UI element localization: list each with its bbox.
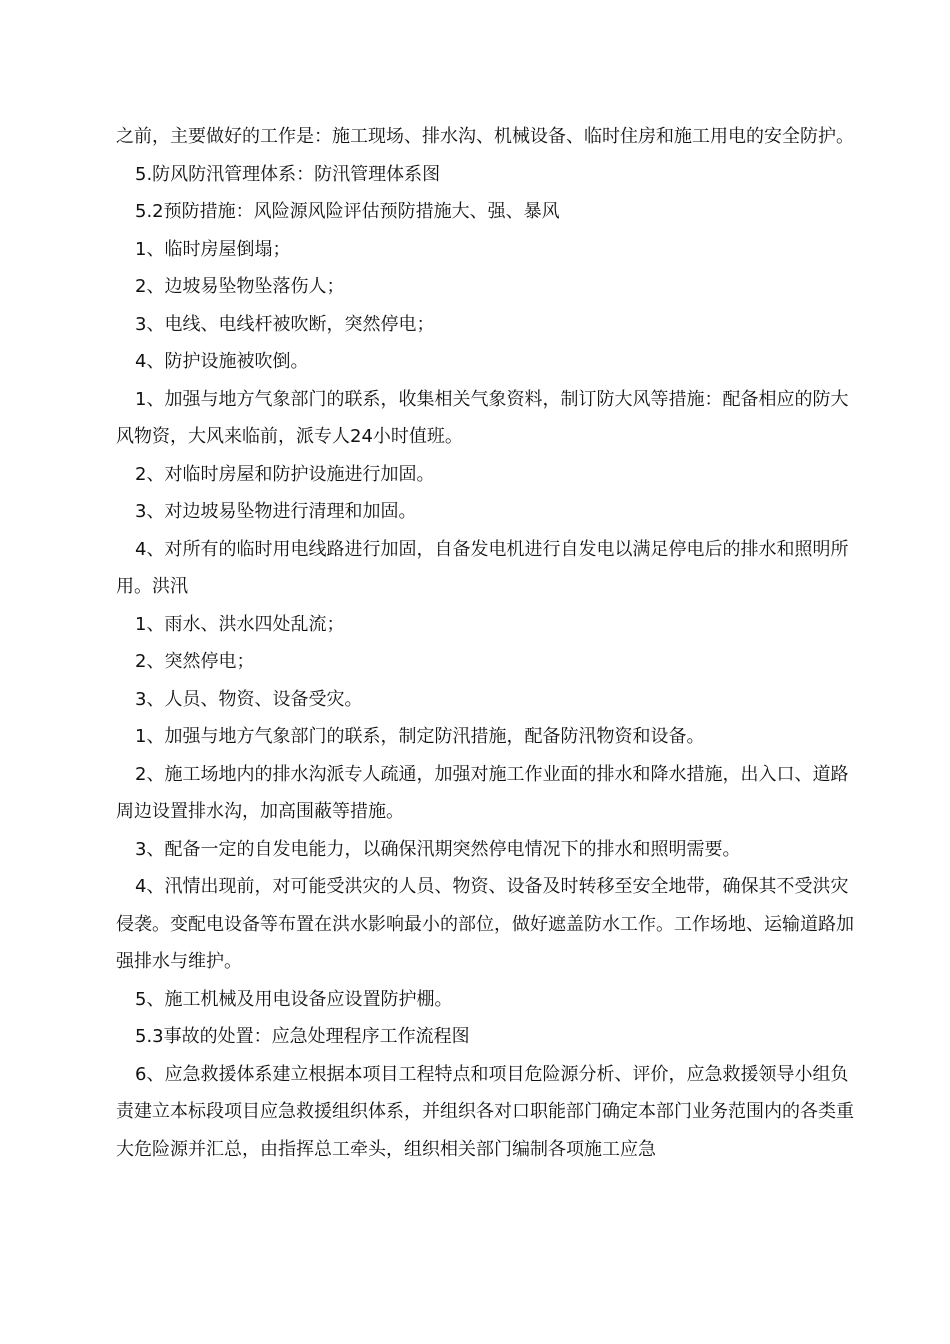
paragraph-wind-measure-4: 4、对所有的临时用电线路进行加固，自备发电机进行自发电以满足停电后的排水和照明所用。洪汛 xyxy=(116,538,849,597)
paragraph-continuation: 之前，主要做好的工作是：施工现场、排水沟、机械设备、临时住房和施工用电的安全防护。 xyxy=(116,126,854,147)
paragraph-wind-risk-1: 1、临时房屋倒塌； xyxy=(135,238,291,260)
paragraph-wind-risk-3: 3、电线、电线杆被吹断，突然停电； xyxy=(135,313,435,335)
paragraph-flood-measure-4: 4、汛情出现前，对可能受洪灾的人员、物资、设备及时转移至安全地带，确保其不受洪灾侵袭。变配电设备等布置在洪水影响最小的部位，做好遮盖防水工作。工作场地、运输道路加强排水与维护。 xyxy=(116,876,854,972)
paragraph-flood-risk-2: 2、突然停电； xyxy=(135,651,255,672)
paragraph-wind-measure-2: 2、对临时房屋和防护设施进行加固。 xyxy=(135,463,435,485)
paragraph-flood-measure-1: 1、加强与地方气象部门的联系，制定防汛措施，配备防汛物资和设备。 xyxy=(135,726,705,747)
paragraph-flood-risk-3: 3、人员、物资、设备受灾。 xyxy=(135,688,363,710)
paragraph-flood-measure-3: 3、配备一定的自发电能力，以确保汛期突然停电情况下的排水和照明需要。 xyxy=(135,838,741,860)
paragraph-emergency-system: 6、应急救援体系建立根据本项目工程特点和项目危险源分析、评价，应急救援领导小组负责建立本标段项目应急救援组织体系，并组织各对口职能部门确定本部门业务范围内的各类重大危险源并汇总，由指挥总工牵头，组织相关部门编制各项施工应急 xyxy=(116,1063,854,1160)
paragraph-section-5-3: 5.3事故的处置：应急处理程序工作流程图 xyxy=(135,1026,470,1047)
paragraph-wind-risk-4: 4、防护设施被吹倒。 xyxy=(135,351,309,372)
paragraph-wind-measure-3: 3、对边坡易坠物进行清理和加固。 xyxy=(135,501,417,522)
document-body xyxy=(116,118,856,1168)
paragraph-wind-risk-2: 2、边坡易坠物坠落伤人； xyxy=(135,276,345,297)
paragraph-flood-measure-5: 5、施工机械及用电设备应设置防护棚。 xyxy=(135,988,453,1010)
paragraph-wind-measure-1: 1、加强与地方气象部门的联系，收集相关气象资料，制订防大风等措施：配备相应的防大风物资，大风来临前，派专人24小时值班。 xyxy=(116,388,849,447)
paragraph-section-5: 5.防风防汛管理体系：防汛管理体系图 xyxy=(135,163,441,185)
paragraph-flood-risk-1: 1、雨水、洪水四处乱流； xyxy=(135,613,345,635)
paragraph-flood-measure-2: 2、施工场地内的排水沟派专人疏通，加强对施工作业面的排水和降水措施，出入口、道路周边设置排水沟，加高围蔽等措施。 xyxy=(116,763,849,822)
paragraph-section-5-2: 5.2预防措施：风险源风险评估预防措施大、强、暴风 xyxy=(135,201,560,222)
